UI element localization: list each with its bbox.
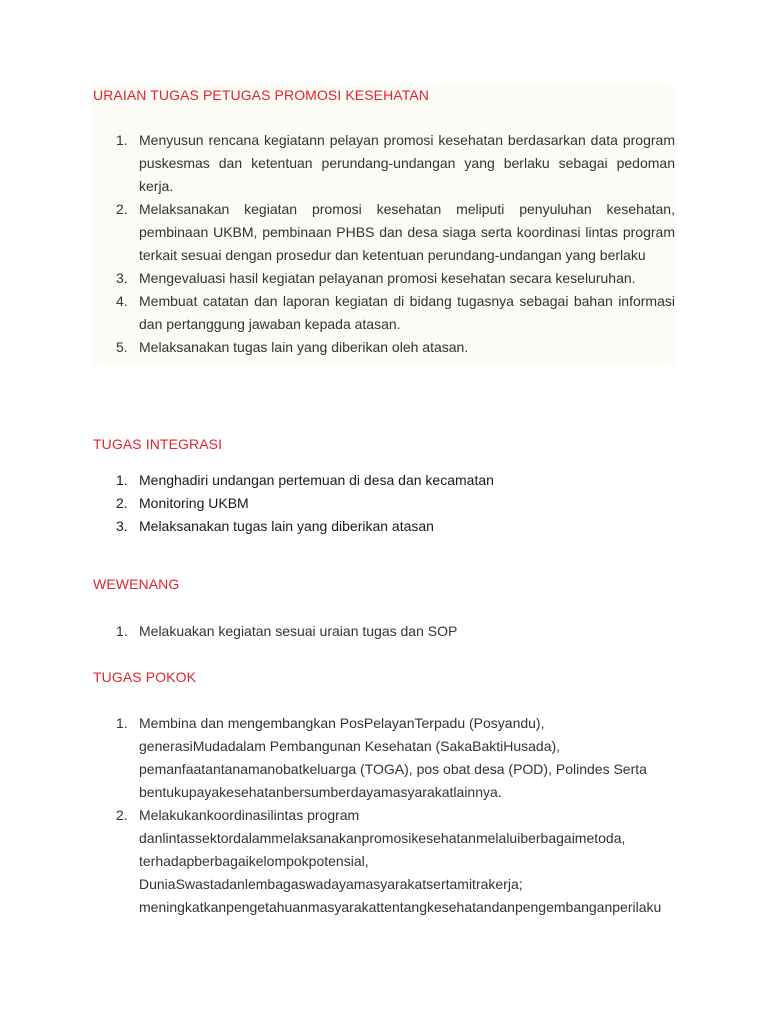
list-text: Monitoring UKBM [139, 495, 249, 511]
list-text: Melakuakan kegiatan sesuai uraian tugas dan SOP [139, 623, 458, 639]
list-text-line: danlintassektordalammelaksanakanpromosikesehatanmelaluiberbagaimetoda, [139, 830, 626, 846]
list-number: 4. [116, 293, 128, 309]
list-text: Menyusun rencana kegiatann pelayan promosi kesehatan berdasarkan data program puskesmas dan ketentuan perundang-undangan yang berlaku sebagai pedoman kerja. [139, 132, 675, 194]
list-number: 2. [116, 495, 128, 511]
list-text-line: terhadapberbagaikelompokpotensial, [139, 853, 369, 869]
list-text-line: bentukupayakesehatanbersumberdayamasyarakatlainnya. [139, 784, 502, 800]
list-uraian-tugas [0, 129, 675, 359]
list-number: 3. [116, 270, 128, 286]
list-item [0, 336, 675, 359]
list-text: Membuat catatan dan laporan kegiatan di bidang tugasnya sebagai bahan informasi dan pertanggung jawaban kepada atasan. [139, 293, 675, 332]
list-text-line: Membina dan mengembangkan PosPelayanTerpadu (Posyandu), [139, 715, 545, 731]
list-number: 2. [116, 807, 128, 823]
list-text-line: Melakukankoordinasilintas program [139, 807, 360, 823]
list-item [0, 129, 675, 198]
heading-wewenang: WEWENANG [93, 576, 180, 592]
list-text: Mengevaluasi hasil kegiatan pelayanan promosi kesehatan secara keseluruhan. [139, 270, 636, 286]
list-number: 1. [116, 132, 128, 148]
heading-uraian-tugas: URAIAN TUGAS PETUGAS PROMOSI KESEHATAN [93, 87, 429, 103]
list-item [0, 198, 675, 267]
heading-tugas-integrasi: TUGAS INTEGRASI [93, 436, 223, 452]
list-wewenang [0, 620, 675, 643]
list-number: 2. [116, 201, 128, 217]
list-item [0, 469, 675, 492]
heading-tugas-pokok: TUGAS POKOK [93, 669, 197, 685]
list-number: 3. [116, 518, 128, 534]
list-text-line: DuniaSwastadanlembagaswadayamasyarakatsertamitrakerja; [139, 876, 523, 892]
list-number: 1. [116, 623, 128, 639]
list-item [0, 712, 675, 804]
list-text-line: pemanfaatantanamanobatkeluarga (TOGA), pos obat desa (POD), Polindes Serta [139, 761, 647, 777]
list-text: Menghadiri undangan pertemuan di desa dan kecamatan [139, 472, 494, 488]
list-item [0, 620, 675, 643]
list-item [0, 515, 675, 538]
list-tugas-pokok [0, 712, 675, 919]
list-text-line: generasiMudadalam Pembangunan Kesehatan (SakaBaktiHusada), [139, 738, 561, 754]
list-number: 5. [116, 339, 128, 355]
list-text: Melaksanakan tugas lain yang diberikan oleh atasan. [139, 339, 469, 355]
list-number: 1. [116, 715, 128, 731]
list-text: Melaksanakan tugas lain yang diberikan atasan [139, 518, 434, 534]
list-item [0, 492, 675, 515]
list-text-line: meningkatkanpengetahuanmasyarakattentangkesehatandanpengembanganperilaku [139, 899, 662, 915]
list-item [0, 804, 675, 919]
list-item [0, 267, 675, 290]
list-text: Melaksanakan kegiatan promosi kesehatan meliputi penyuluhan kesehatan, pembinaan UKBM, pembinaan PHBS dan desa siaga serta koordinasi lintas program terkait sesuai dengan prosedur dan ketentuan perundang-undangan yang berlaku [139, 201, 675, 263]
list-tugas-integrasi [0, 469, 675, 538]
list-number: 1. [116, 472, 128, 488]
list-item [0, 290, 675, 336]
